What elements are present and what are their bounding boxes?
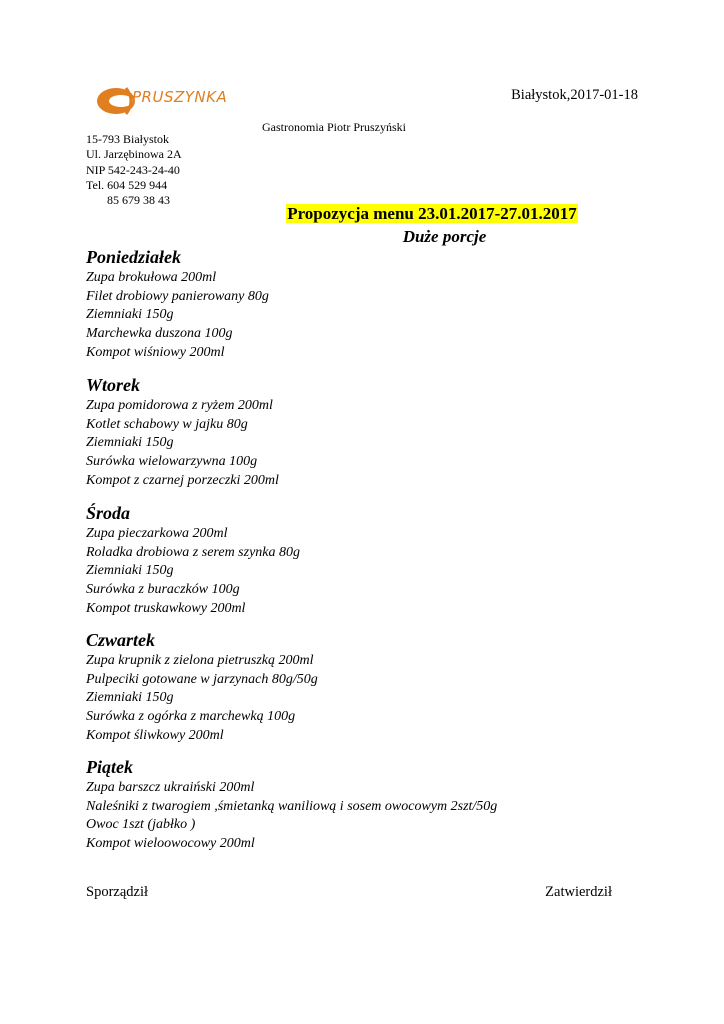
document-date: Białystok,2017-01-18	[511, 87, 638, 103]
address-line: 85 679 38 43	[107, 193, 170, 208]
dish-item: Owoc 1szt (jabłko )	[86, 817, 196, 833]
dish-item: Kompot truskawkowy 200ml	[86, 600, 246, 616]
company-name: Gastronomia Piotr Pruszyński	[262, 120, 406, 134]
logo-swoosh-icon	[96, 82, 136, 120]
dish-item: Ziemniaki 150g	[86, 435, 174, 451]
dish-item: Marchewka duszona 100g	[86, 326, 233, 342]
dish-item: Zupa pieczarkowa 200ml	[86, 526, 228, 541]
menu-title	[0, 204, 724, 224]
day-friday	[86, 756, 497, 854]
logo-wordmark: PRUSZYNKA	[132, 88, 228, 106]
day-monday	[86, 246, 269, 363]
day-name: Czwartek	[86, 630, 156, 650]
address-line: Ul. Jarzębinowa 2A	[86, 147, 182, 162]
dish-item: Kompot z czarnej porzeczki 200ml	[86, 472, 279, 488]
dish-item: Kotlet schabowy w jajku 80g	[86, 416, 248, 432]
day-thursday	[86, 629, 318, 746]
day-name: Piątek	[86, 757, 133, 777]
dish-item: Ziemniaki 150g	[86, 563, 174, 579]
dish-item: Zupa barszcz ukraiński 200ml	[86, 780, 255, 795]
dish-item: Kompot wieloowocowy 200ml	[86, 836, 255, 852]
approved-by-label: Zatwierdził	[545, 884, 612, 900]
dish-item: Zupa brokułowa 200ml	[86, 270, 217, 285]
address-line: NIP 542-243-24-40	[86, 162, 180, 177]
dish-item: Surówka wielowarzywna 100g	[86, 454, 258, 470]
address-line: 15-793 Białystok	[86, 132, 169, 146]
dish-item: Zupa pomidorowa z ryżem 200ml	[86, 398, 273, 413]
company-logo	[96, 82, 256, 120]
company-address	[86, 132, 182, 208]
dish-item: Surówka z ogórka z marchewką 100g	[86, 709, 296, 725]
dish-item: Roladka drobiowa z serem szynka 80g	[86, 544, 300, 560]
menu-title-text: Propozycja menu 23.01.2017-27.01.2017	[287, 204, 577, 223]
menu-subtitle-text: Duże porcje	[402, 227, 487, 246]
day-name: Środa	[86, 503, 131, 523]
day-name: Poniedziałek	[86, 247, 181, 267]
dish-item: Kompot śliwkowy 200ml	[86, 727, 224, 743]
prepared-by-label: Sporządził	[86, 884, 149, 900]
dish-item: Zupa krupnik z zielona pietruszką 200ml	[86, 653, 314, 668]
dish-item: Naleśniki z twarogiem ,śmietanką waniliową i sosem owocowym 2szt/50g	[86, 798, 498, 814]
day-wednesday	[86, 502, 300, 619]
dish-item: Kompot wiśniowy 200ml	[86, 344, 225, 360]
day-name: Wtorek	[86, 375, 140, 395]
dish-item: Ziemniaki 150g	[86, 307, 174, 323]
dish-item: Surówka z buraczków 100g	[86, 582, 240, 598]
address-line: Tel. 604 529 944	[86, 177, 168, 192]
dish-item: Ziemniaki 150g	[86, 690, 174, 706]
day-tuesday	[86, 374, 279, 491]
dish-item: Filet drobiowy panierowany 80g	[86, 288, 269, 304]
menu-subtitle	[0, 227, 724, 247]
dish-item: Pulpeciki gotowane w jarzynach 80g/50g	[86, 671, 318, 687]
